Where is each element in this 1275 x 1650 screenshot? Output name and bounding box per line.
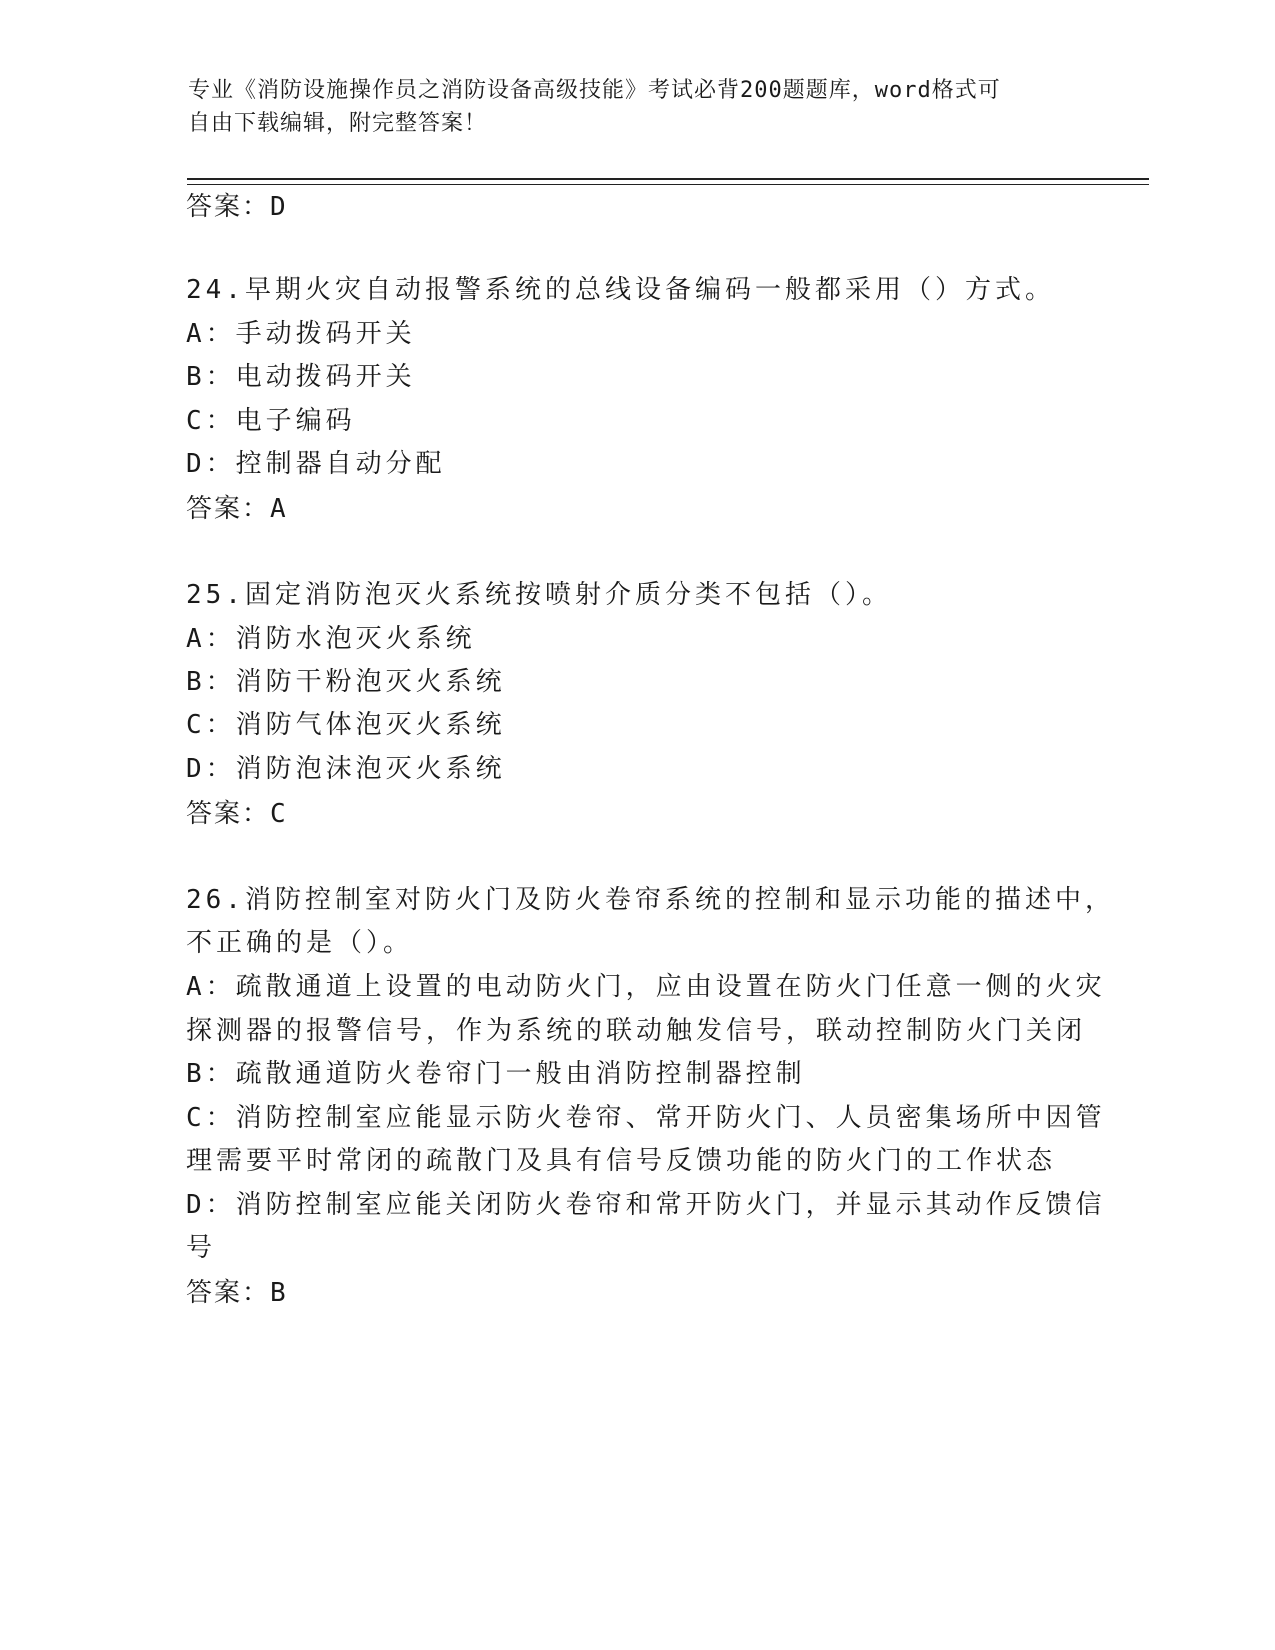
option-d-line-2: 号: [186, 1233, 217, 1263]
option-b: B：消防干粉泡灭火系统: [186, 667, 506, 697]
header-divider-thin: [187, 184, 1149, 185]
option-c: C：电子编码: [186, 406, 356, 436]
option-d: D：控制器自动分配: [186, 449, 446, 479]
option-a-line-1: A：疏散通道上设置的电动防火门，应由设置在防火门任意一侧的火灾: [186, 972, 1106, 1002]
answer: 答案：A: [186, 494, 288, 524]
question-stem-line-2: 不正确的是（）。: [186, 928, 414, 958]
answer: 答案：B: [186, 1278, 288, 1308]
option-c: C：消防气体泡灭火系统: [186, 710, 506, 740]
answer-prev: 答案：D: [186, 192, 288, 222]
answer: 答案：C: [186, 799, 288, 829]
question-stem: 25.固定消防泡灭火系统按喷射介质分类不包括（）。: [186, 580, 892, 610]
option-b: B：疏散通道防火卷帘门一般由消防控制器控制: [186, 1059, 806, 1089]
header-line-2: 自由下载编辑，附完整答案！: [188, 111, 488, 136]
page-header: [188, 74, 1068, 140]
option-d: D：消防泡沫泡灭火系统: [186, 754, 506, 784]
option-b: B：电动拨码开关: [186, 362, 416, 392]
header-line-1: 专业《消防设施操作员之消防设备高级技能》考试必背200题题库，word格式可: [188, 78, 1001, 103]
option-d-line-1: D：消防控制室应能关闭防火卷帘和常开防火门，并显示其动作反馈信: [186, 1190, 1106, 1220]
question-stem: 24.早期火灾自动报警系统的总线设备编码一般都采用（）方式。: [186, 275, 1055, 305]
option-c-line-1: C：消防控制室应能显示防火卷帘、常开防火门、人员密集场所中因管: [186, 1103, 1106, 1133]
header-divider-thick: [187, 178, 1149, 180]
question-stem-line-1: 26.消防控制室对防火门及防火卷帘系统的控制和显示功能的描述中，: [186, 885, 1115, 915]
option-a: A：手动拨码开关: [186, 319, 416, 349]
option-c-line-2: 理需要平时常闭的疏散门及具有信号反馈功能的防火门的工作状态: [186, 1146, 1057, 1176]
option-a-line-2: 探测器的报警信号，作为系统的联动触发信号，联动控制防火门关闭: [186, 1016, 1087, 1046]
option-a: A：消防水泡灭火系统: [186, 624, 476, 654]
